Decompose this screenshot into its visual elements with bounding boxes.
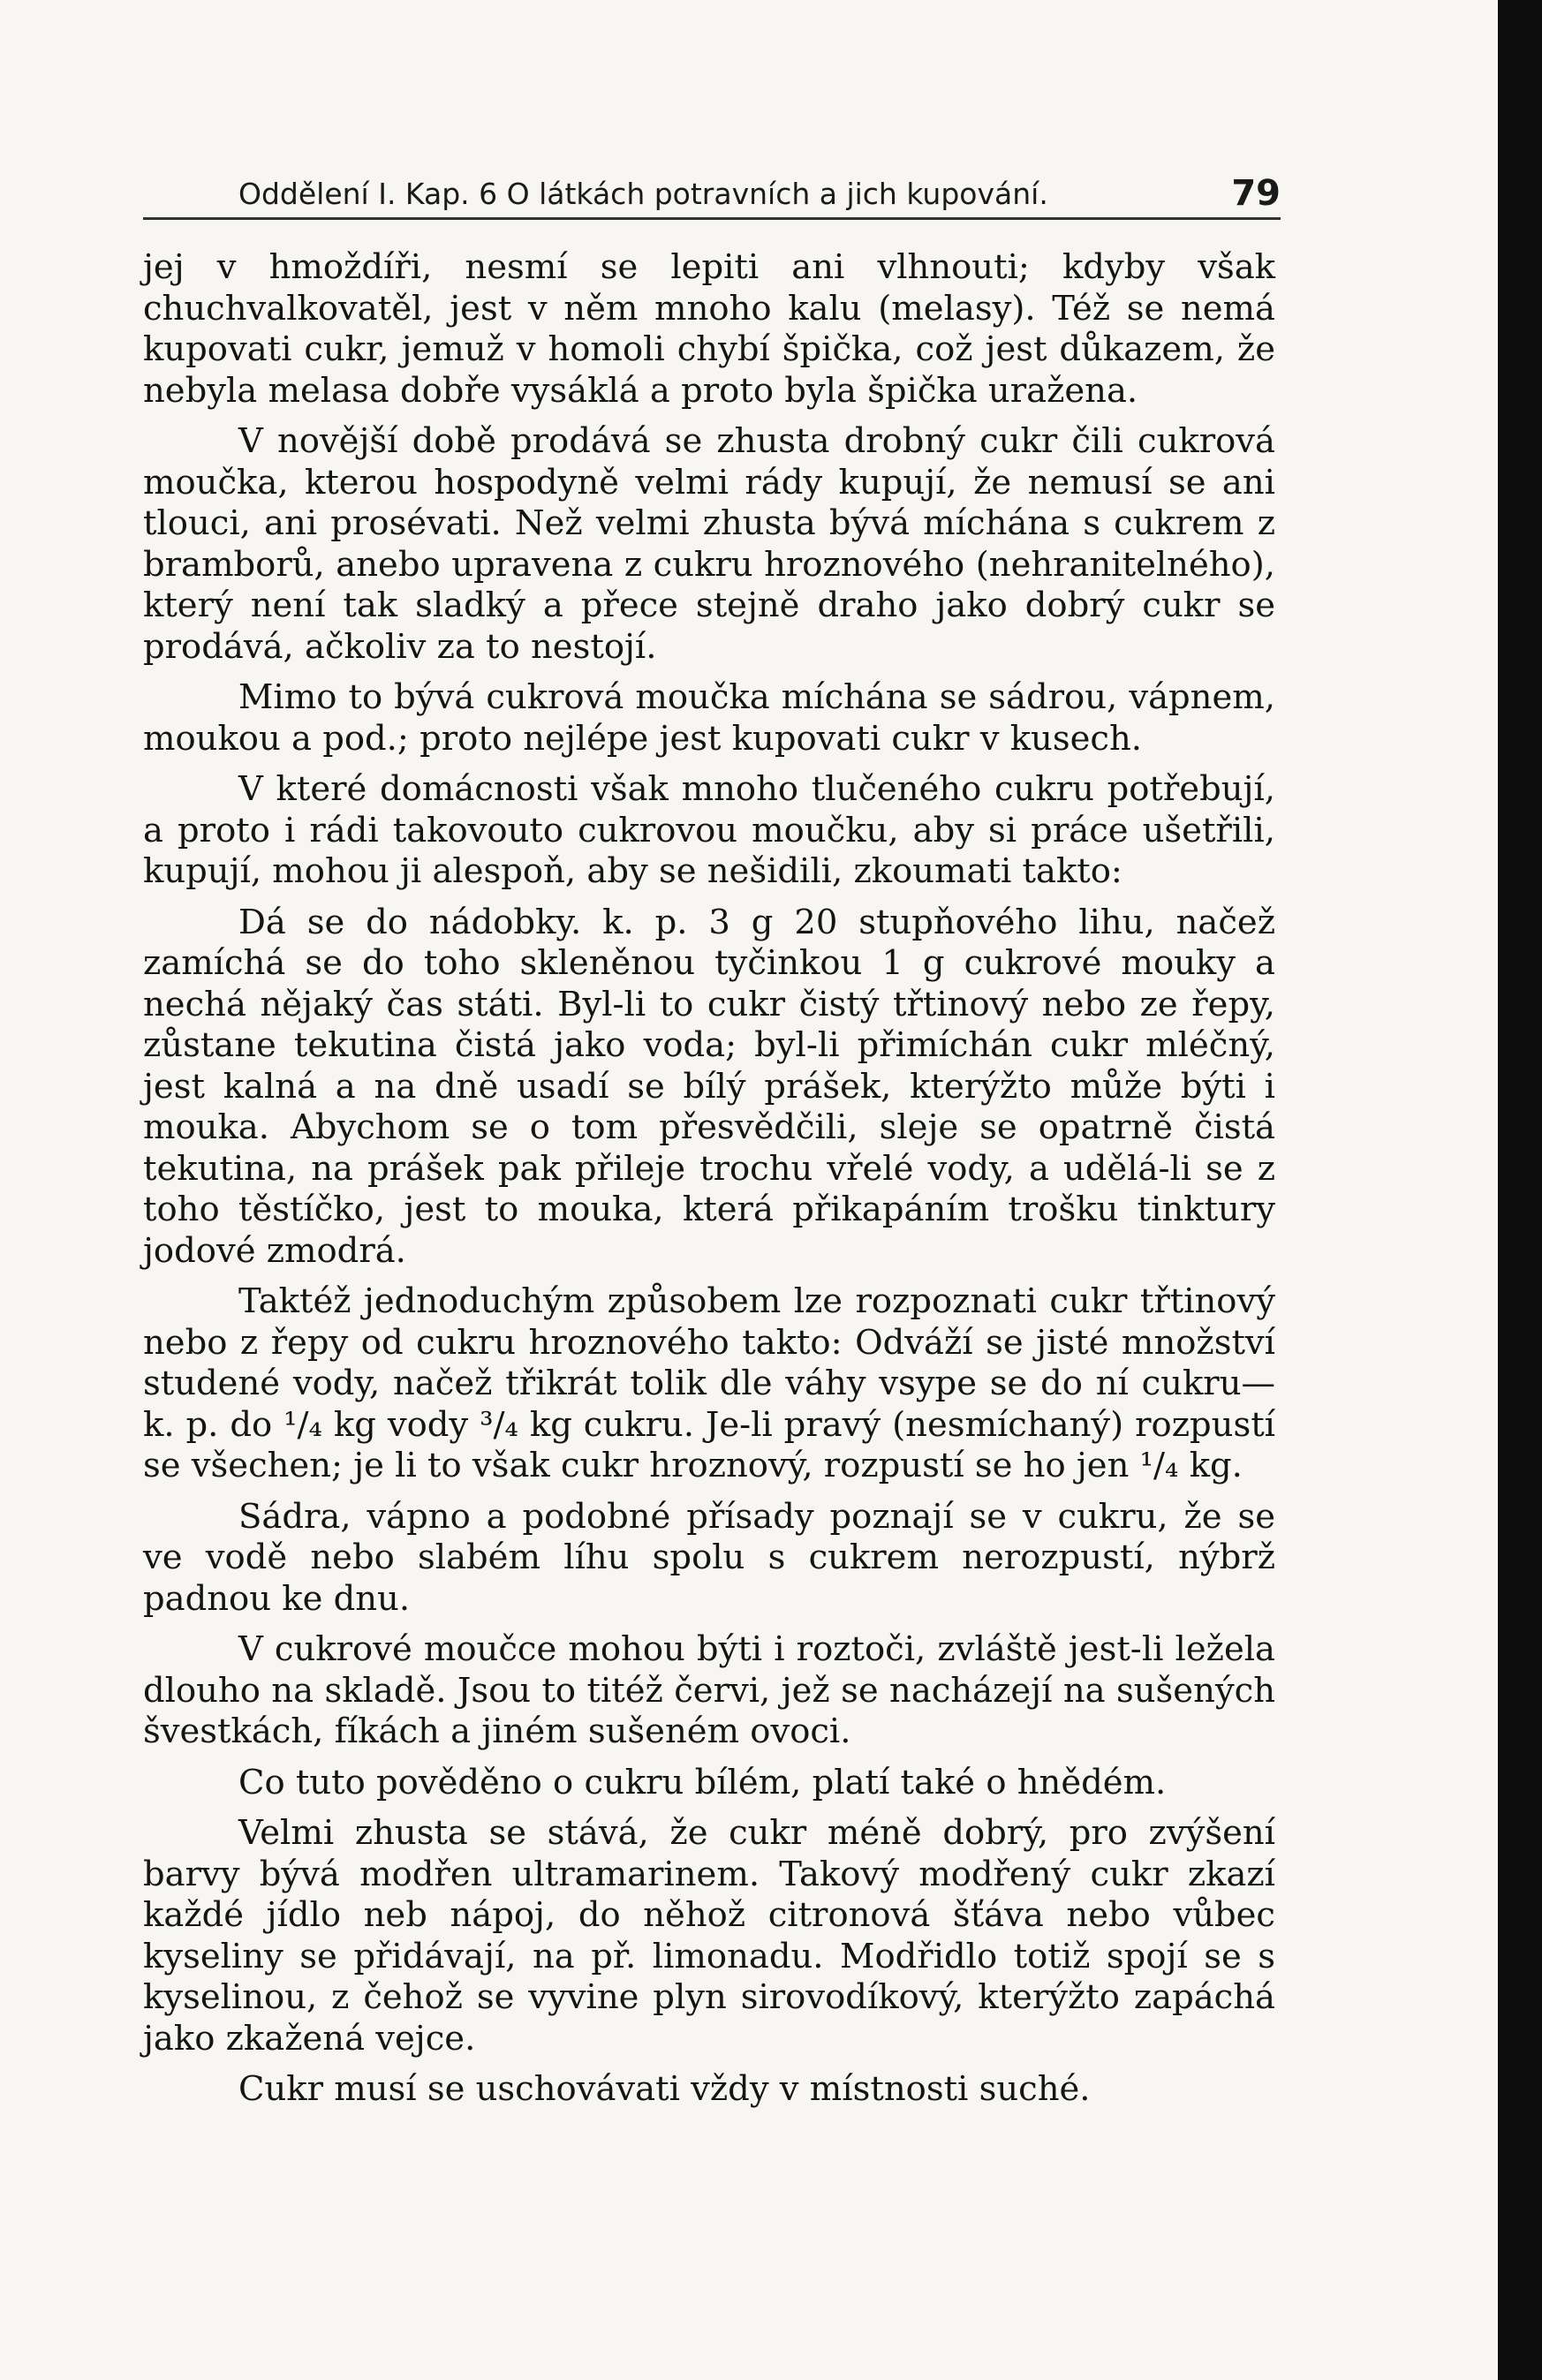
paragraph: V novější době prodává se zhusta drobný cukr čili cukrová moučka, kterou hospodyně velmi rády kupují, že nemusí se ani tlouci, ani prosévati. Než velmi zhusta bývá míchána s cukrem z bramborů, anebo upravena z cukru hroznového (nehranitelného), který není tak sladký a přece stejně draho jako dobrý cukr se prodává, ačkoliv za to nestojí. (143, 421, 1275, 667)
scan-edge (1498, 0, 1542, 2380)
paragraph: Taktéž jednoduchým způsobem lze rozpoznati cukr třtinový nebo z řepy od cukru hroznového takto: Odváží se jisté množství studené vody, načež třikrát tolik dle váhy vsype se do ní cukru— k. p. do ¹/₄ kg vody ³/₄ kg cukru. Je-li pravý (nesmíchaný) rozpustí se všechen; je li to však cukr hroznový, rozpustí se ho jen ¹/₄ kg. (143, 1281, 1275, 1485)
paragraph: Dá se do nádobky. k. p. 3 g 20 stupňového lihu, načež zamíchá se do toho skleněnou tyčinkou 1 g cukrové mouky a nechá nějaký čas státi. Byl-li to cukr čistý třtinový nebo ze řepy, zůstane tekutina čistá jako voda; byl-li přimíchán cukr mléčný, jest kalná a na dně usadí se bílý prášek, kterýžto může býti i mouka. Abychom se o tom přesvědčili, sleje se opatrně čistá tekutina, na prášek pak přileje trochu vřelé vody, a udělá-li se z toho těstíčko, jest to mouka, která přikapáním trošku tinktury jodové zmodrá. (143, 902, 1275, 1271)
header-title: Oddělení I. Kap. 6 O látkách potravních a jich kupování. (238, 177, 1048, 211)
paragraph: V které domácnosti však mnoho tlučeného cukru potřebují, a proto i rádi takovouto cukrovou moučku, aby si práce ušetřili, kupují, mohou ji alespoň, aby se nešidili, zkoumati takto: (143, 769, 1275, 891)
paragraph: V cukrové moučce mohou býti i roztoči, zvláště jest-li ležela dlouho na skladě. Jsou to titéž červi, jež se nacházejí na sušených švestkách, fíkách a jiném sušeném ovoci. (143, 1629, 1275, 1751)
page-number: 79 (1231, 173, 1281, 214)
paragraph: Mimo to bývá cukrová moučka míchána se sádrou, vápnem, moukou a pod.; proto nejlépe jest kupovati cukr v kusech. (143, 677, 1275, 759)
running-header (143, 166, 1281, 219)
paragraph: jej v hmoždíři, nesmí se lepiti ani vlhnouti; kdyby však chuchvalkovatěl, jest v něm mnoho kalu (melasy). Též se nemá kupovati cukr, jemuž v homoli chybí špička, což jest důkazem, že nebyla melasa dobře vysáklá a proto byla špička uražena. (143, 247, 1275, 411)
paragraph: Velmi zhusta se stává, že cukr méně dobrý, pro zvýšení barvy bývá modřen ultramarinem. Takový modřený cukr zkazí každé jídlo neb nápoj, do něhož citronová šťáva nebo vůbec kyseliny se přidávají, na př. limonadu. Modřidlo totiž spojí se s kyselinou, z čehož se vyvine plyn sirovodíkový, kterýžto zapáchá jako zkažená vejce. (143, 1813, 1275, 2059)
body-text (143, 247, 1275, 2120)
paragraph: Sádra, vápno a podobné přísady poznají se v cukru, že se ve vodě nebo slabém líhu spolu s cukrem nerozpustí, nýbrž padnou ke dnu. (143, 1496, 1275, 1619)
paragraph: Co tuto pověděno o cukru bílém, platí také o hnědém. (238, 1762, 1167, 1802)
paragraph: Cukr musí se uschovávati vždy v místnosti suché. (238, 2069, 1091, 2109)
header-rule (143, 217, 1281, 220)
